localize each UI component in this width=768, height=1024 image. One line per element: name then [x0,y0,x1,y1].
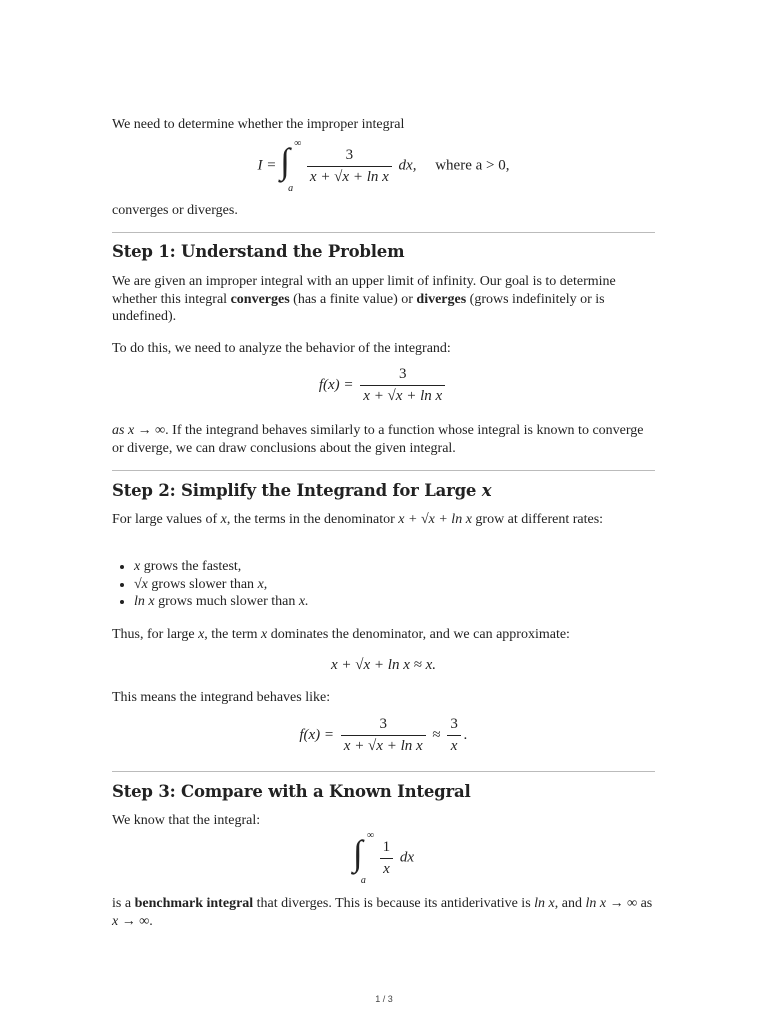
eq-lhs: f(x) = [318,376,354,393]
eq-dx: dx [399,849,415,866]
step1-heading: Step 1: Understand the Problem [112,242,405,261]
list-item: • x grows the fastest, [134,558,677,576]
step1-paragraph-2: To do this, we need to analyze the behavior of the integrand: [112,341,451,356]
step1-paragraph-3: as x → ∞. If the integrand behaves similarly to a function whose integral is known to converge or diverge, we can draw conclusions about the given integral. [112,423,644,456]
eq-lhs: I = [257,157,277,174]
simplified-fraction: $\frac{3}{x}$ [447,716,461,755]
step2-paragraph-1: For large values of x, the terms in the denominator x + √x + ln x grow at different rates: [112,512,604,527]
step2-paragraph-3: This means the integrand behaves like: [112,690,331,705]
intro-text-end: converges or diverges. [112,203,238,218]
divider [112,771,655,772]
page-number: 1 / 3 [375,994,393,1004]
step1-equation [112,366,655,412]
benchmark-fraction: $\frac{1}{x}$ [380,839,394,878]
eq-period: . [463,726,468,743]
main-integral-equation [112,138,655,194]
integral-sign: ∫ ∞ a [280,138,302,194]
step2-equation [112,716,655,762]
step1-paragraph-1: We are given an improper integral with an upper limit of infinity. Our goal is to determine whether this integral converges (has a finite value) or diverges (grows indefinitely or is undefined). [112,274,616,324]
approx-symbol: ≈ [432,726,441,743]
step2-paragraph-2: Thus, for large x, the term x dominates the denominator, and we can approximate: [112,627,570,642]
integrand-fraction: $\frac{3}{\text{x + √x + ln x}}$ [360,366,445,405]
integral-sign: ∫ ∞ a [352,830,375,886]
integrand-fraction: $\frac{3}{\text{x + √x + ln x}}$ [341,716,426,755]
step2-heading: Step 2: Simplify the Integrand for Large x [112,481,492,500]
eq-condition: where a > 0, [435,157,510,174]
intro-text: We need to determine whether the improper integral [112,117,405,132]
benchmark-integral-equation [112,830,655,886]
divider [112,232,655,233]
step3-paragraph-1: We know that the integral: [112,813,261,828]
eq-lhs: f(x) = [299,726,335,743]
eq-dx: dx, [398,157,417,174]
integrand-fraction: $\frac{3}{\text{x + √x + ln x}}$ [307,147,392,186]
growth-rate-list [112,558,677,611]
list-item: • √x grows slower than x, [134,576,677,594]
approximation-equation: x + √x + ln x ≈ x. [330,657,436,673]
step3-paragraph-2: is a benchmark integral that diverges. This is because its antiderivative is ln x, and ln x → ∞ as x → ∞. [112,896,653,929]
divider [112,470,655,471]
step3-heading: Step 3: Compare with a Known Integral [112,782,471,801]
list-item: • ln x grows much slower than x. [134,593,677,611]
